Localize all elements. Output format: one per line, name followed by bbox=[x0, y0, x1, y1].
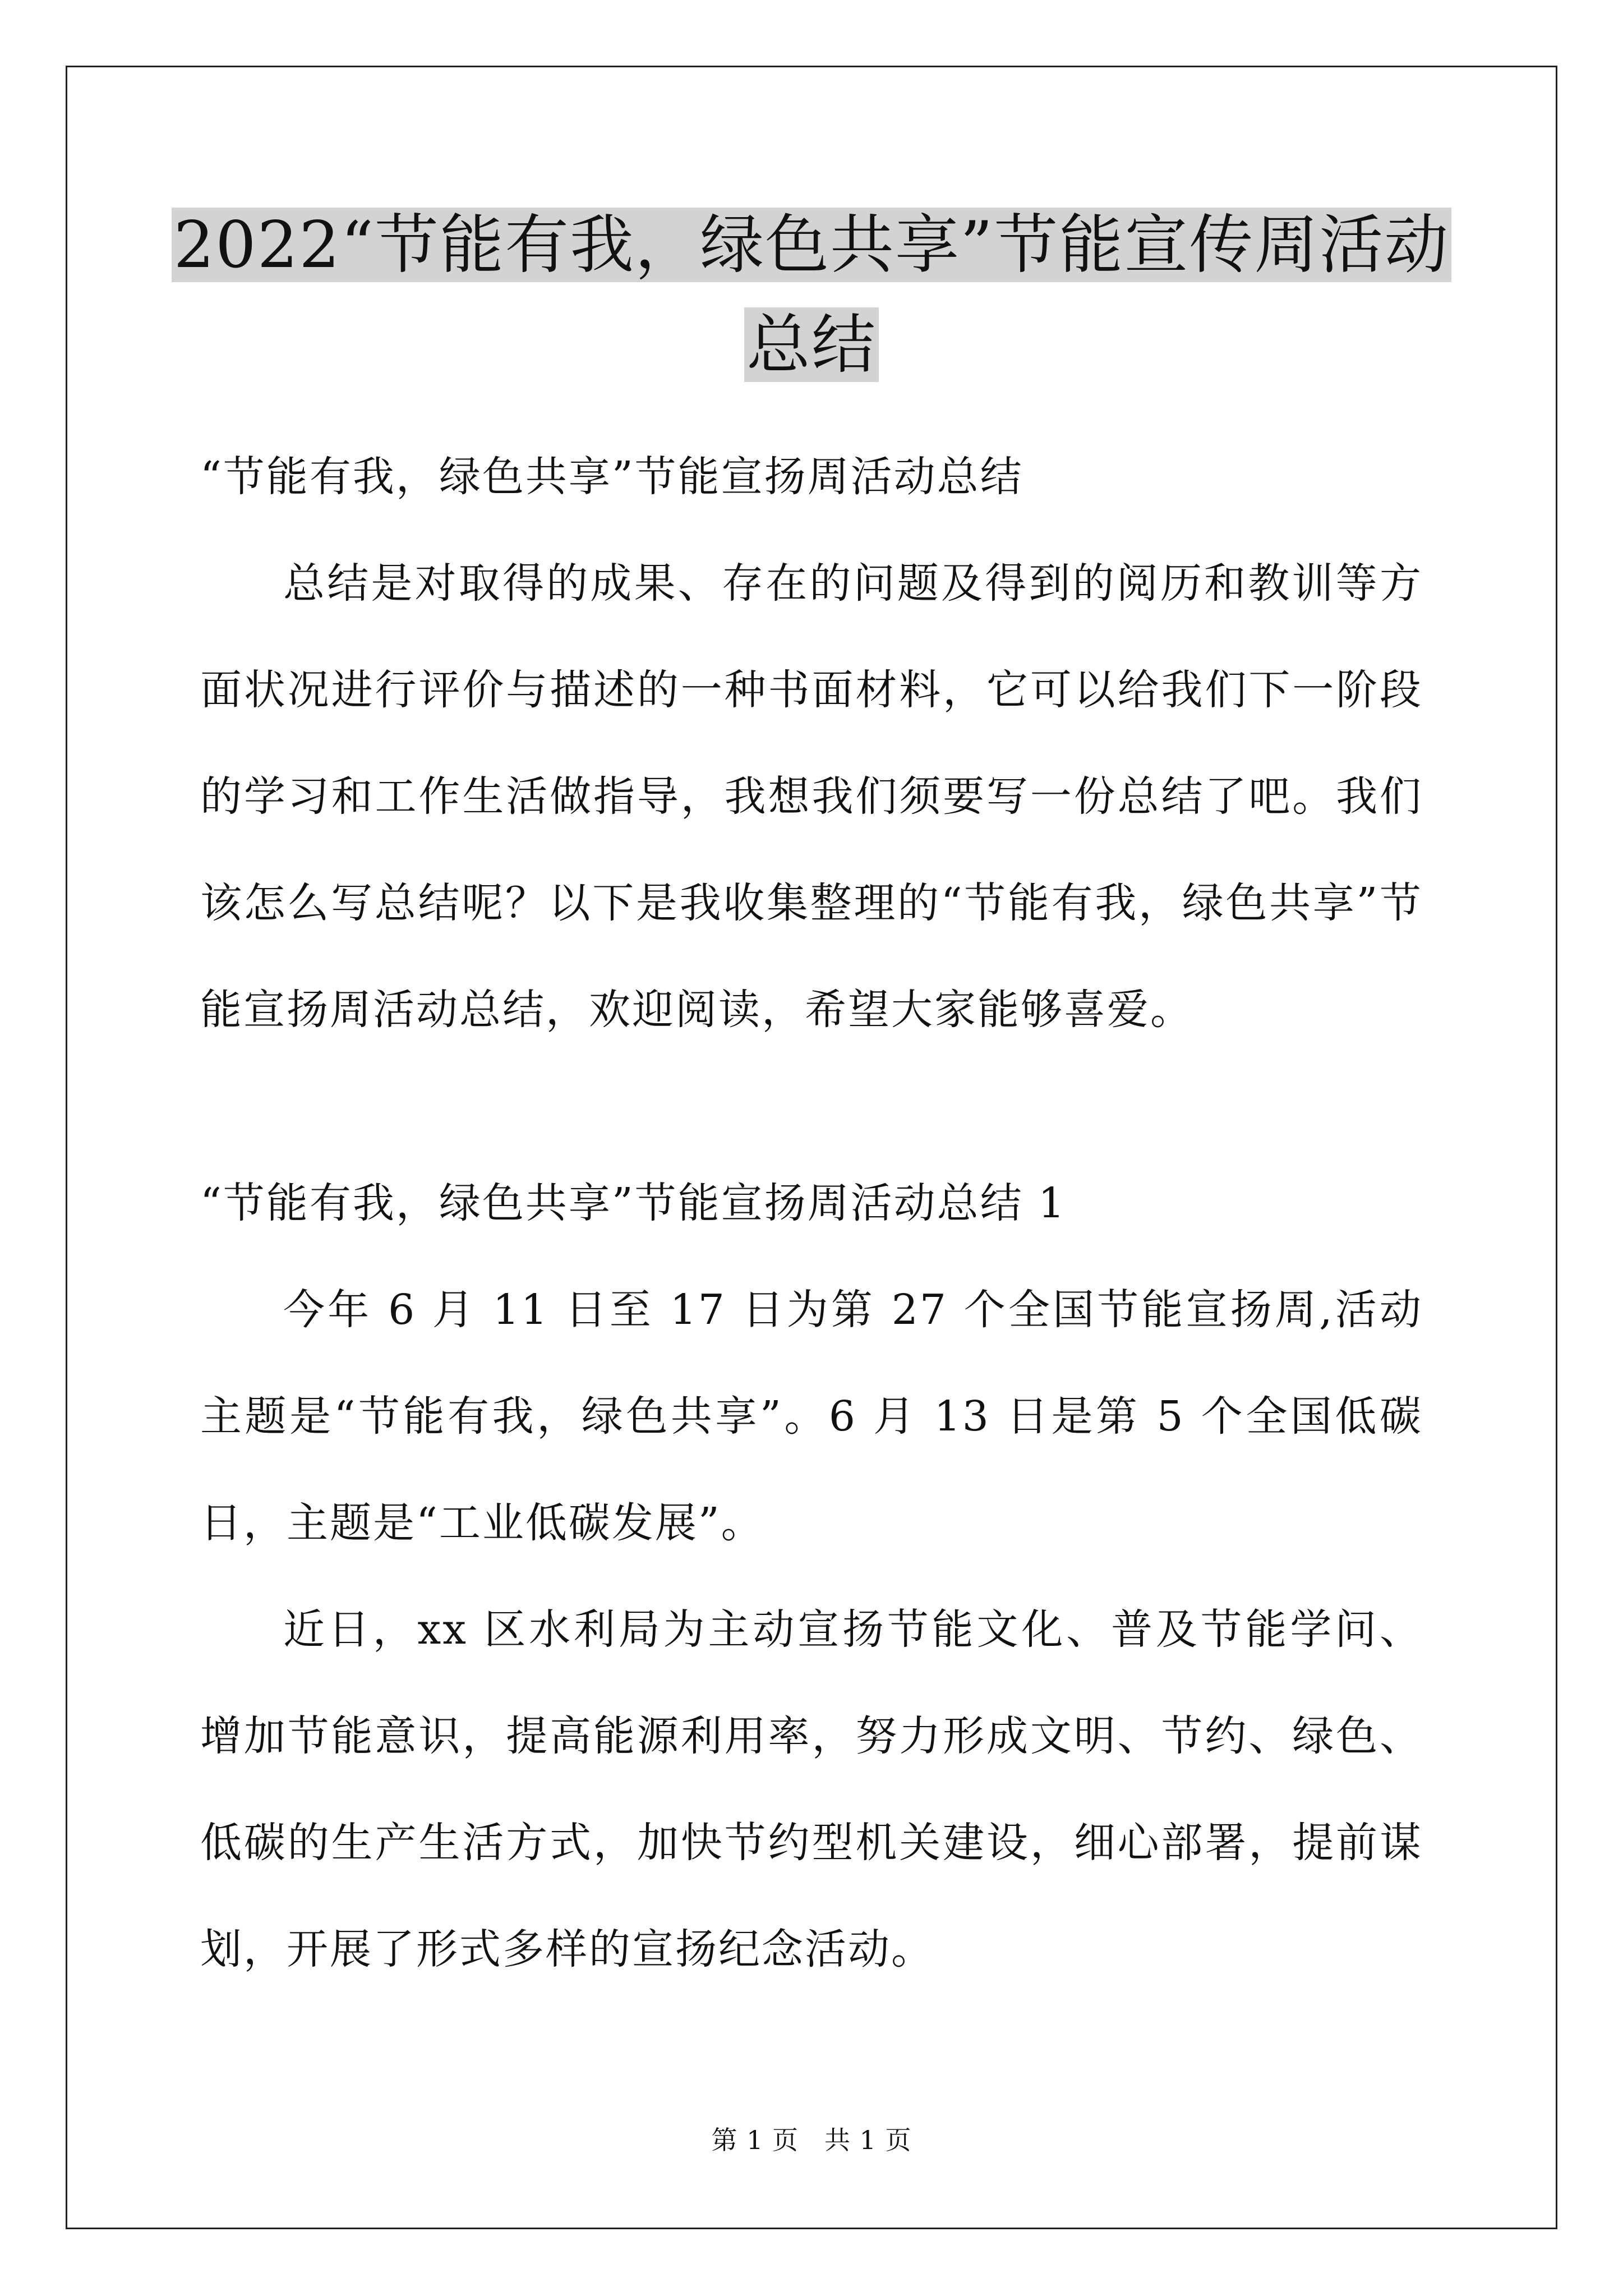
title-line-1: 2022“节能有我，绿色共享”节能宣传周活动 bbox=[172, 208, 1452, 282]
subtitle: “节能有我，绿色共享”节能宣扬周活动总结 bbox=[200, 453, 1023, 501]
document-title bbox=[135, 195, 1488, 395]
title-line-2: 总结 bbox=[744, 307, 879, 382]
page-number: 第 1 页 bbox=[711, 2125, 799, 2155]
page-total: 共 1 页 bbox=[824, 2125, 912, 2155]
section-1-paragraph-1: 今年 6 月 11 日至 17 日为第 27 个全国节能宣扬周,活动主题是“节能有我，绿色共享”。6 月 13 日是第 5 个全国低碳日，主题是“工业低碳发展”。 bbox=[200, 1286, 1423, 1547]
section-1-paragraph-2: 近日，xx 区水利局为主动宣扬节能文化、普及节能学问、增加节能意识，提高能源利用率，努力形成文明、节约、绿色、低碳的生产生活方式，加快节约型机关建设，细心部署，提前谋划，开展了形式多样的宣扬纪念活动。 bbox=[200, 1605, 1423, 1973]
page-footer bbox=[0, 2123, 1623, 2157]
section-1-heading: “节能有我，绿色共享”节能宣扬周活动总结 1 bbox=[200, 1179, 1067, 1227]
intro-paragraph: 总结是对取得的成果、存在的问题及得到的阅历和教训等方面状况进行评价与描述的一种书面材料，它可以给我们下一阶段的学习和工作生活做指导，我想我们须要写一份总结了吧。我们该怎么写总结呢？以下是我收集整理的“节能有我，绿色共享”节能宣扬周活动总结，欢迎阅读，希望大家能够喜爱。 bbox=[200, 559, 1423, 1034]
